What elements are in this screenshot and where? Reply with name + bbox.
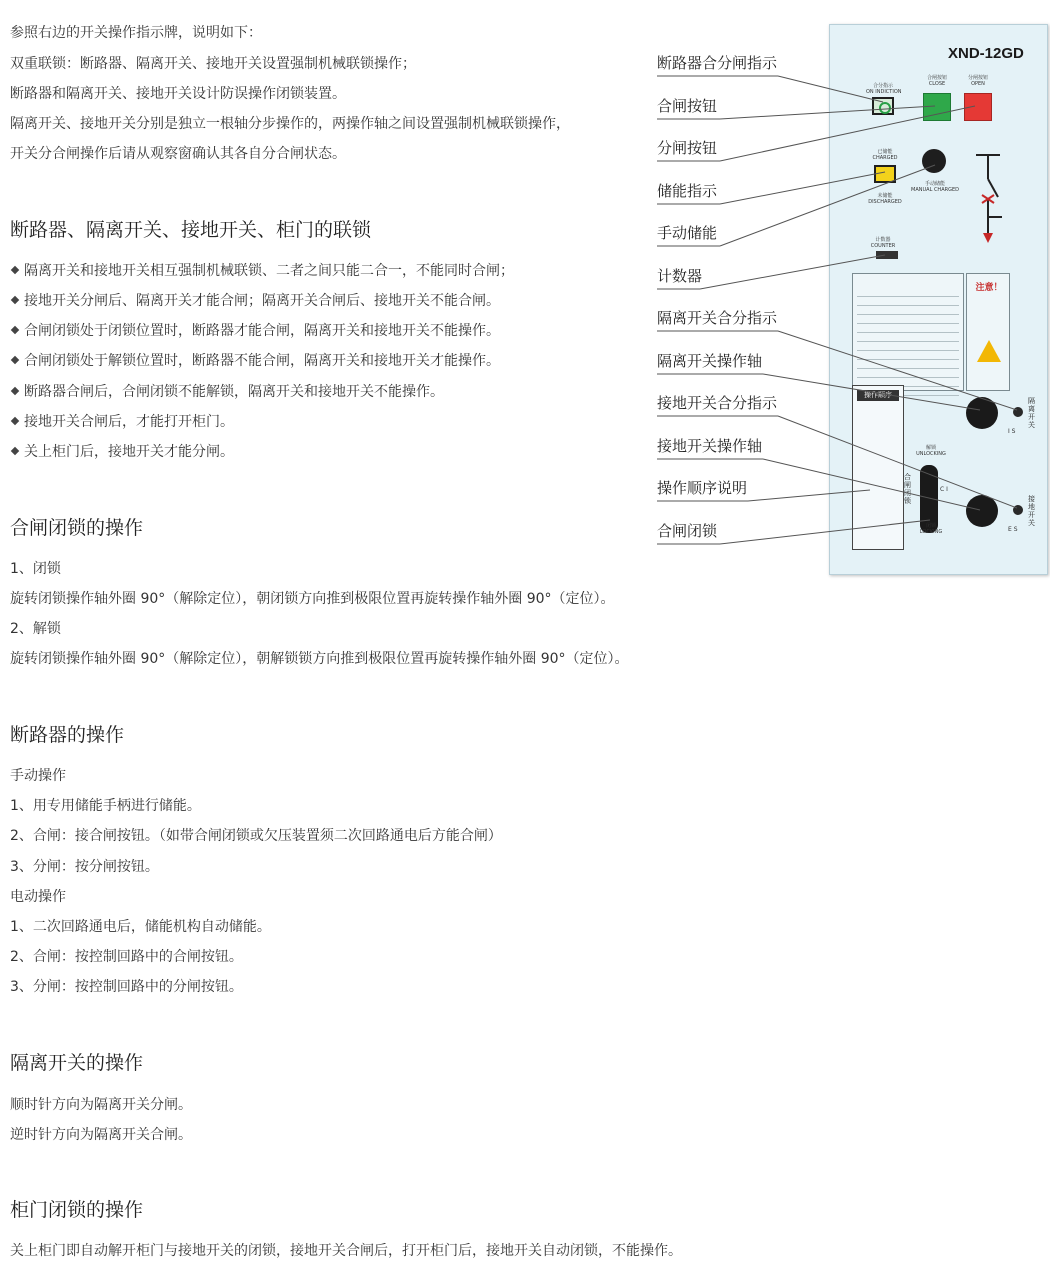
section-heading: 断路器、隔离开关、接地开关、柜门的联锁 — [10, 219, 372, 241]
text-line: 顺时针方向为隔离开关分闸。 — [10, 1097, 192, 1113]
manual-charge-label: 手动储能 MANUAL CHARGED — [911, 181, 959, 193]
text-line: 电动操作 — [10, 889, 66, 905]
callout-label: 断路器合分闸指示 — [657, 54, 778, 72]
text-line: 2、合闸：按控制回路中的合闸按钮。 — [10, 949, 243, 965]
text-line: 旋转闭锁操作轴外圈 90°（解除定位），朝闭锁方向推到极限位置再旋转操作轴外圈 90°（定位）。 — [10, 591, 615, 607]
bullet-text: 关上柜门后，接地开关才能分闸。 — [24, 444, 234, 460]
earth-code: E S — [1008, 526, 1018, 533]
intro-line: 断路器和隔离开关、接地开关设计防误操作闭锁装置。 — [10, 86, 346, 102]
text-line: 旋转闭锁操作轴外圈 90°（解除定位），朝解锁锁方向推到极限位置再旋转操作轴外圈 90°（定位）。 — [10, 651, 629, 667]
discharged-label: 未储能 DISCHARGED — [868, 193, 902, 205]
bullet-text: 断路器合闸后，合闸闭锁不能解锁，隔离开关和接地开关不能操作。 — [24, 384, 444, 400]
lock-label: 闭锁 LOCKING — [919, 523, 943, 535]
callout-label: 接地开关操作轴 — [657, 437, 763, 455]
unlock-label: 解锁 UNLOCKING — [916, 445, 946, 457]
close-button-label: 合闸按钮 CLOSE — [926, 75, 947, 87]
isolator-code: I S — [1008, 428, 1016, 435]
callout-label: 手动储能 — [657, 224, 718, 242]
text-line: 关上柜门即自动解开柜门与接地开关的闭锁，接地开关合闸后，打开柜门后，接地开关自动闭锁，不能操作。 — [10, 1243, 682, 1259]
charged-label: 已储能 CHARGED — [872, 149, 898, 161]
intro-line: 隔离开关、接地开关分别是独立一根轴分步操作的，两操作轴之间设置强制机械联锁操作， — [10, 116, 570, 132]
callout-label: 储能指示 — [657, 182, 718, 200]
section-heading: 隔离开关的操作 — [10, 1052, 144, 1074]
steps-title: 操作顺序 — [857, 390, 899, 401]
interlock-code: C I — [940, 486, 948, 493]
callout-label: 合闸闭锁 — [657, 522, 718, 540]
open-button-label: 分闸按钮 OPEN — [967, 75, 988, 87]
callout-label: 计数器 — [657, 267, 703, 285]
text-line: 2、解锁 — [10, 621, 61, 637]
section-heading: 合闸闭锁的操作 — [10, 517, 144, 539]
intro-line: 双重联锁：断路器、隔离开关、接地开关设置强制机械联锁操作； — [10, 56, 416, 72]
earth-switch-label: 接地开关 — [1028, 495, 1035, 527]
bullet-text: 合闸闭锁处于解锁位置时，断路器不能合闸，隔离开关和接地开关才能操作。 — [24, 353, 500, 369]
isolator-label: 隔离开关 — [1028, 397, 1035, 429]
bullet-text: 合闸闭锁处于闭锁位置时，断路器才能合闸，隔离开关和接地开关不能操作。 — [24, 323, 500, 339]
callout-label: 接地开关合分指示 — [657, 394, 778, 412]
callout-label: 隔离开关操作轴 — [657, 352, 763, 370]
text-line: 1、闭锁 — [10, 561, 61, 577]
bullet-text: 接地开关分闸后、隔离开关才能合闸；隔离开关合闸后、接地开关不能合闸。 — [24, 293, 500, 309]
counter-label: 计数器 COUNTER — [870, 237, 896, 249]
intro-line: 参照右边的开关操作指示牌，说明如下： — [10, 25, 262, 41]
callout-label: 隔离开关合分指示 — [657, 309, 778, 327]
caution-title: 注意！ — [975, 283, 1003, 293]
bullet-text: 隔离开关和接地开关相互强制机械联锁、二者之间只能二合一，不能同时合闸； — [24, 263, 514, 279]
callout-label: 分闸按钮 — [657, 139, 718, 157]
text-line: 逆时针方向为隔离开关合闸。 — [10, 1127, 192, 1143]
text-line: 1、用专用储能手柄进行储能。 — [10, 798, 201, 814]
bullet-text: 接地开关合闸后，才能打开柜门。 — [24, 414, 234, 430]
callout-label: 操作顺序说明 — [657, 479, 748, 497]
text-line: 1、二次回路通电后，储能机构自动储能。 — [10, 919, 271, 935]
section-heading: 断路器的操作 — [10, 724, 125, 746]
on-indicator-label: 合分指示 ON INDICTION — [866, 83, 902, 95]
text-line: 3、分闸：按分闸按钮。 — [10, 859, 159, 875]
section-heading: 柜门闭锁的操作 — [10, 1199, 144, 1221]
text-line: 手动操作 — [10, 768, 66, 784]
text-line: 2、合闸：接合闸按钮。（如带合闸闭锁或欠压装置须二次回路通电后方能合闸） — [10, 828, 502, 844]
callout-label: 合闸按钮 — [657, 97, 718, 115]
close-interlock-label: 合闸闭锁 — [904, 473, 911, 505]
panel-model: XND-12GD — [948, 45, 1024, 62]
text-line: 3、分闸：按控制回路中的分闸按钮。 — [10, 979, 243, 995]
intro-line: 开关分合闸操作后请从观察窗确认其各自分合闸状态。 — [10, 146, 346, 162]
